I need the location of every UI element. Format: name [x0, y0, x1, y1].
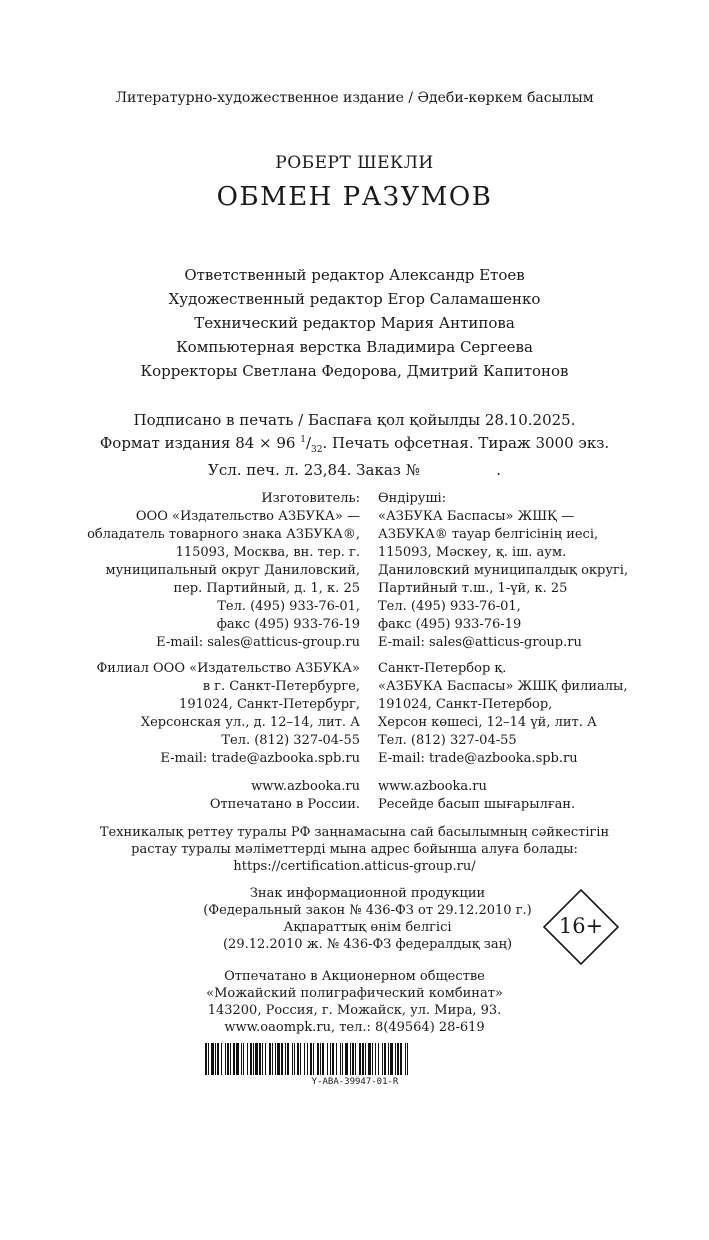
info-sign-line: (29.12.2010 ж. № 436-ФЗ федералдық заң)	[222, 937, 513, 952]
barcode-bar	[241, 1043, 242, 1075]
info-sign-line: Ақпараттық өнім белгісі	[283, 920, 452, 935]
barcode-bar	[336, 1043, 337, 1075]
credit-line: Компьютерная верстка Владимира Сергеева	[176, 338, 533, 356]
barcode-bar	[304, 1043, 305, 1075]
barcode-bar	[313, 1043, 314, 1075]
manufacturer-kz-line: факс (495) 933-76-19	[378, 617, 522, 632]
info-sign-line: Знак информационной продукции	[249, 886, 486, 901]
barcode-bar	[277, 1043, 280, 1075]
credit-line: Технический редактор Мария Антипова	[194, 314, 515, 332]
barcode-bar	[397, 1043, 399, 1075]
publisher-ru-column	[87, 490, 360, 814]
barcode-bar	[330, 1043, 331, 1075]
sheets-order: Усл. печ. л. 23,84. Заказ № .	[208, 461, 501, 479]
manufacturer-ru-line: обладатель товарного знака АЗБУКА®,	[87, 527, 360, 542]
barcode-bar	[250, 1043, 252, 1075]
barcode-bar	[230, 1043, 231, 1075]
credit-line: Ответственный редактор Александр Етоев	[184, 266, 525, 284]
branch-kz-line: Тел. (812) 327-04-55	[378, 733, 517, 748]
printer-line: Отпечатано в Акционерном обществе	[224, 969, 485, 984]
format-line: Формат издания 84 × 96 $^1/_{32}$. Печать офсетная. Тираж 3000 экз.	[99, 434, 610, 455]
barcode-bar	[215, 1043, 216, 1075]
certification-line: растау туралы мәліметтерді мына адрес бойынша алуға болады:	[131, 842, 578, 857]
barcode-bar	[378, 1043, 379, 1075]
barcode-bar	[310, 1043, 312, 1075]
printer-line: «Можайский полиграфический комбинат»	[206, 986, 503, 1001]
barcode-bar	[300, 1043, 301, 1075]
website-kz: www.azbooka.ru	[378, 779, 487, 794]
credit-line: Корректоры Светлана Федорова, Дмитрий Капитонов	[140, 362, 569, 380]
manufacturer-ru-line: муниципальный округ Даниловский,	[105, 563, 360, 578]
credits-block	[0, 263, 709, 383]
book-author: РОБЕРТ ШЕКЛИ	[275, 153, 434, 173]
barcode-bar	[287, 1043, 289, 1075]
barcode-bar	[382, 1043, 383, 1075]
manufacturer-ru-email: E-mail: sales@atticus-group.ru	[156, 635, 360, 650]
manufacturer-kz-line: Тел. (495) 933-76-01,	[378, 599, 521, 614]
barcode-bar	[281, 1043, 283, 1075]
info-sign-line: (Федеральный закон № 436-ФЗ от 29.12.2010 г.)	[203, 903, 532, 918]
printed-in-kz: Ресейде басып шығарылған.	[378, 797, 576, 812]
manufacturer-ru-line: пер. Партийный, д. 1, к. 25	[173, 581, 360, 596]
barcode-bar	[355, 1043, 356, 1075]
barcode-bar	[350, 1043, 351, 1075]
barcode-bar	[322, 1043, 324, 1075]
barcode-bar	[407, 1043, 408, 1075]
barcode-bar	[259, 1043, 261, 1075]
manufacturer-kz-line: Даниловский муниципалдық округі,	[378, 563, 629, 578]
printer-line: www.oaompk.ru, тел.: 8(49564) 28-619	[224, 1020, 485, 1035]
barcode-bar	[368, 1043, 371, 1075]
barcode-bar	[285, 1043, 286, 1075]
barcode-bar	[247, 1043, 248, 1075]
print-info-block	[0, 410, 709, 480]
certification-line: Техникалық реттеу туралы РФ заңнамасына сай басылымның сәйкестігін	[99, 825, 610, 840]
barcode-bar	[236, 1043, 239, 1075]
credit-line: Художественный редактор Егор Саламашенко	[168, 290, 541, 308]
age-rating-badge	[542, 888, 620, 966]
branch-ru-line: Херсонская ул., д. 12–14, лит. А	[140, 715, 360, 730]
branch-kz-line: «АЗБУКА Баспасы» ЖШҚ филиалы,	[378, 679, 628, 694]
barcode-bar	[227, 1043, 229, 1075]
barcode-bar	[275, 1043, 276, 1075]
branch-kz-line: Херсон көшесі, 12–14 үй, лит. А	[378, 715, 597, 730]
format-numerator: 1	[300, 435, 306, 445]
barcode-bar	[292, 1043, 293, 1075]
barcode-bar	[225, 1043, 226, 1075]
branch-ru-line: Филиал ООО «Издательство АЗБУКА»	[96, 661, 360, 676]
barcode-label: Y-ABA-39947-01-R	[311, 1077, 399, 1087]
printer-block	[0, 968, 709, 1036]
barcode-bar	[307, 1043, 308, 1075]
barcode-bar	[327, 1043, 328, 1075]
barcode-bar	[217, 1043, 219, 1075]
manufacturer-kz-email: E-mail: sales@atticus-group.ru	[378, 635, 582, 650]
publisher-kz-column	[378, 490, 628, 814]
barcode-bar	[320, 1043, 321, 1075]
format-suffix: . Печать офсетная. Тираж 3000 экз.	[322, 434, 610, 452]
certification-url: https://certification.atticus-group.ru/	[233, 859, 476, 874]
format-denominator: 32	[311, 445, 323, 455]
manufacturer-ru-line: ООО «Издательство АЗБУКА» —	[135, 509, 360, 524]
barcode-bar	[400, 1043, 402, 1075]
edition-type: Литературно-художественное издание / Әдеби-көркем басылым	[115, 90, 594, 106]
barcode-bar	[375, 1043, 376, 1075]
printed-in-ru: Отпечатано в России.	[209, 797, 360, 812]
branch-kz-line: 191024, Санкт-Петербор,	[378, 697, 553, 712]
certification-note	[0, 824, 709, 875]
branch-ru-line: в г. Санкт-Петербурге,	[202, 679, 360, 694]
barcode-bar	[362, 1043, 364, 1075]
barcode-bar	[395, 1043, 396, 1075]
barcode-bar	[342, 1043, 343, 1075]
format-prefix: Формат издания 84 × 96	[99, 434, 301, 452]
manufacturer-ru-line: 115093, Москва, вн. тер. г.	[175, 545, 360, 560]
barcode-bar	[269, 1043, 271, 1075]
barcode-bar	[405, 1043, 406, 1075]
barcode-bar	[243, 1043, 244, 1075]
barcode-bar	[359, 1043, 361, 1075]
barcode-bar	[297, 1043, 299, 1075]
branch-kz-line: Санкт-Петербор қ.	[378, 661, 507, 676]
branch-ru-line: Тел. (812) 327-04-55	[221, 733, 360, 748]
manufacturer-ru-line: Изготовитель:	[261, 491, 360, 506]
barcode-bar	[372, 1043, 373, 1075]
barcode-bar	[340, 1043, 341, 1075]
manufacturer-kz-line: «АЗБУКА Баспасы» ЖШҚ —	[378, 509, 575, 524]
barcode-bar	[345, 1043, 348, 1075]
barcode-bar	[294, 1043, 295, 1075]
age-rating-text: 16+	[558, 914, 604, 938]
barcode-bar	[262, 1043, 263, 1075]
barcode-bar	[352, 1043, 354, 1075]
barcode-image	[205, 1043, 505, 1075]
barcode-bar	[384, 1043, 386, 1075]
manufacturer-ru-line: факс (495) 933-76-19	[216, 617, 360, 632]
barcode-bar	[205, 1043, 207, 1075]
book-title: ОБМЕН РАЗУМОВ	[216, 182, 493, 212]
branch-ru-email: E-mail: trade@azbooka.spb.ru	[160, 751, 360, 766]
signed-date: Подписано в печать / Баспаға қол қойылды 28.10.2025.	[133, 411, 576, 429]
branch-ru-line: 191024, Санкт-Петербург,	[179, 697, 360, 712]
barcode-bar	[253, 1043, 254, 1075]
barcode-bar	[221, 1043, 222, 1075]
manufacturer-kz-line: 115093, Мәскеу, қ. іш. аум.	[378, 545, 567, 560]
manufacturer-kz-line: АЗБУКА® тауар белгісінің иесі,	[378, 527, 599, 542]
branch-kz-email: E-mail: trade@azbooka.spb.ru	[378, 751, 578, 766]
barcode-bar	[208, 1043, 209, 1075]
barcode-bar	[211, 1043, 214, 1075]
manufacturer-ru-line: Тел. (495) 933-76-01,	[217, 599, 360, 614]
barcode-bar	[388, 1043, 389, 1075]
barcode-bar	[272, 1043, 273, 1075]
barcode-bar	[233, 1043, 235, 1075]
barcode-bar	[265, 1043, 266, 1075]
website-ru: www.azbooka.ru	[251, 779, 360, 794]
printer-line: 143200, Россия, г. Можайск, ул. Мира, 93.	[207, 1003, 502, 1018]
info-sign-block	[160, 885, 575, 953]
barcode-bar	[317, 1043, 319, 1075]
barcode-bar	[332, 1043, 334, 1075]
manufacturer-kz-line: Партийный т.ш., 1-үй, к. 25	[378, 581, 568, 596]
manufacturer-kz-line: Өндіруші:	[378, 491, 447, 506]
barcode-bar	[390, 1043, 393, 1075]
barcode-bar	[255, 1043, 258, 1075]
barcode-bar	[365, 1043, 366, 1075]
